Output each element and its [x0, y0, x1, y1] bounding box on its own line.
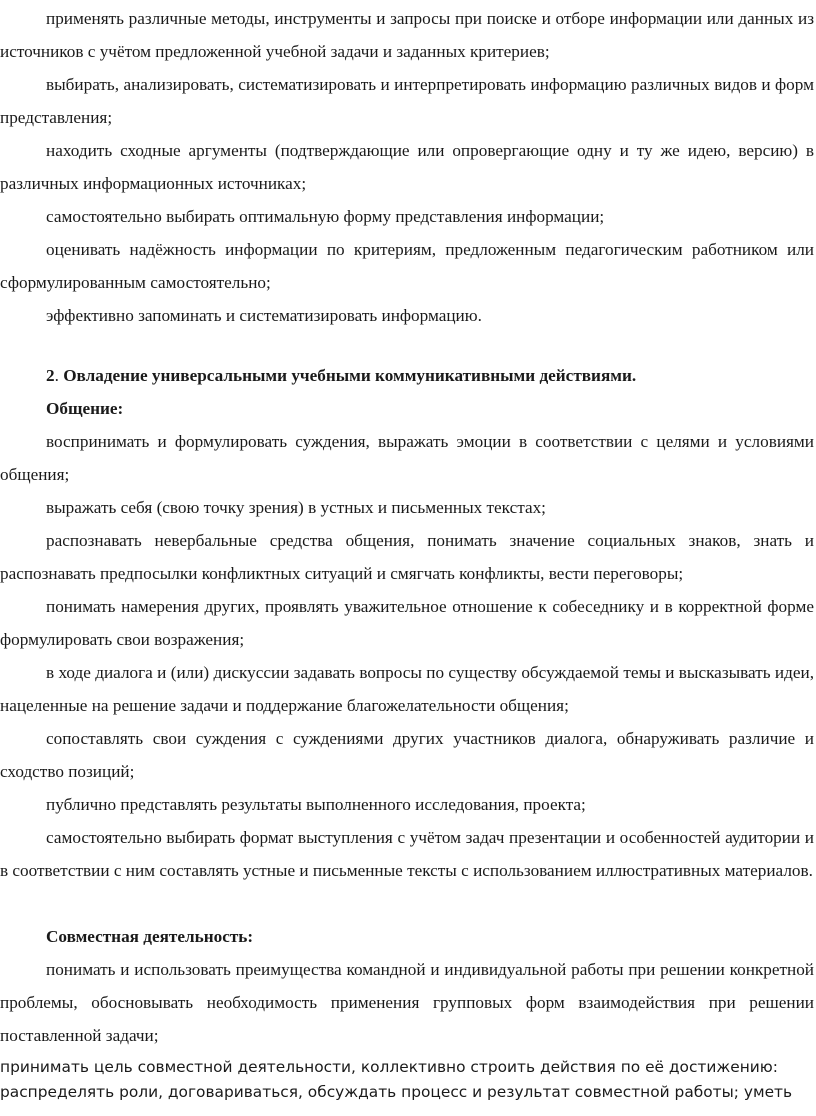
- section-number: 2: [46, 366, 55, 385]
- paragraph-analyze-info: выбирать, анализировать, систематизировать и интерпретировать информацию различных видов и форм представления;: [0, 75, 814, 127]
- paragraph-choose-form: самостоятельно выбирать оптимальную форму представления информации;: [46, 207, 605, 226]
- joint-activity-item: понимать и использовать преимущества командной и индивидуальной работы при решении конкретной проблемы, обосновывать необходимость применения групповых форм взаимодействия при решении поставленной задачи;: [0, 960, 814, 1045]
- section-heading-communicative: [46, 359, 636, 392]
- paragraph-search-methods: применять различные методы, инструменты и запросы при поиске и отборе информации или данных из источников с учётом предложенной учебной задачи и заданных критериев;: [0, 9, 814, 61]
- paragraph-similar-arguments: находить сходные аргументы (подтверждающие или опровергающие одну и ту же идею, версию) в различных информационных источниках;: [0, 141, 814, 193]
- subheading-joint-activity: Совместная деятельность:: [46, 927, 254, 946]
- joint-activity-trailing-text: принимать цель совместной деятельности, коллективно строить действия по её достижению: распределять роли, договариваться, обсуждать процесс и результат совместной работы; уметь: [0, 1058, 793, 1101]
- paragraph-memorize: эффективно запоминать и систематизировать информацию.: [46, 306, 482, 325]
- communication-item: самостоятельно выбирать формат выступления с учётом задач презентации и особенностей аудитории и в соответствии с ним составлять устные и письменные тексты с использованием иллюстративных материалов.: [0, 828, 814, 880]
- communication-item: воспринимать и формулировать суждения, выражать эмоции в соответствии с целями и условиями общения;: [0, 432, 814, 484]
- communication-item: публично представлять результаты выполненного исследования, проекта;: [46, 795, 586, 814]
- section-title: Овладение универсальными учебными коммуникативными действиями.: [58, 366, 637, 385]
- communication-item: выражать себя (свою точку зрения) в устных и письменных текстах;: [46, 498, 546, 517]
- paragraph-evaluate-reliability: оценивать надёжность информации по критериям, предложенным педагогическим работником или сформулированным самостоятельно;: [0, 240, 814, 292]
- communication-item: распознавать невербальные средства общения, понимать значение социальных знаков, знать и распознавать предпосылки конфликтных ситуаций и смягчать конфликты, вести переговоры;: [0, 531, 814, 583]
- communication-item: понимать намерения других, проявлять уважительное отношение к собеседнику и в корректной форме формулировать свои возражения;: [0, 597, 814, 649]
- communication-item: сопоставлять свои суждения с суждениями других участников диалога, обнаруживать различие и сходство позиций;: [0, 729, 814, 781]
- section-separator: .: [54, 366, 59, 385]
- subheading-communication: Общение:: [46, 399, 124, 418]
- communication-item: в ходе диалога и (или) дискуссии задавать вопросы по существу обсуждаемой темы и высказывать идеи, нацеленные на решение задачи и поддержание благожелательности общения;: [0, 663, 814, 715]
